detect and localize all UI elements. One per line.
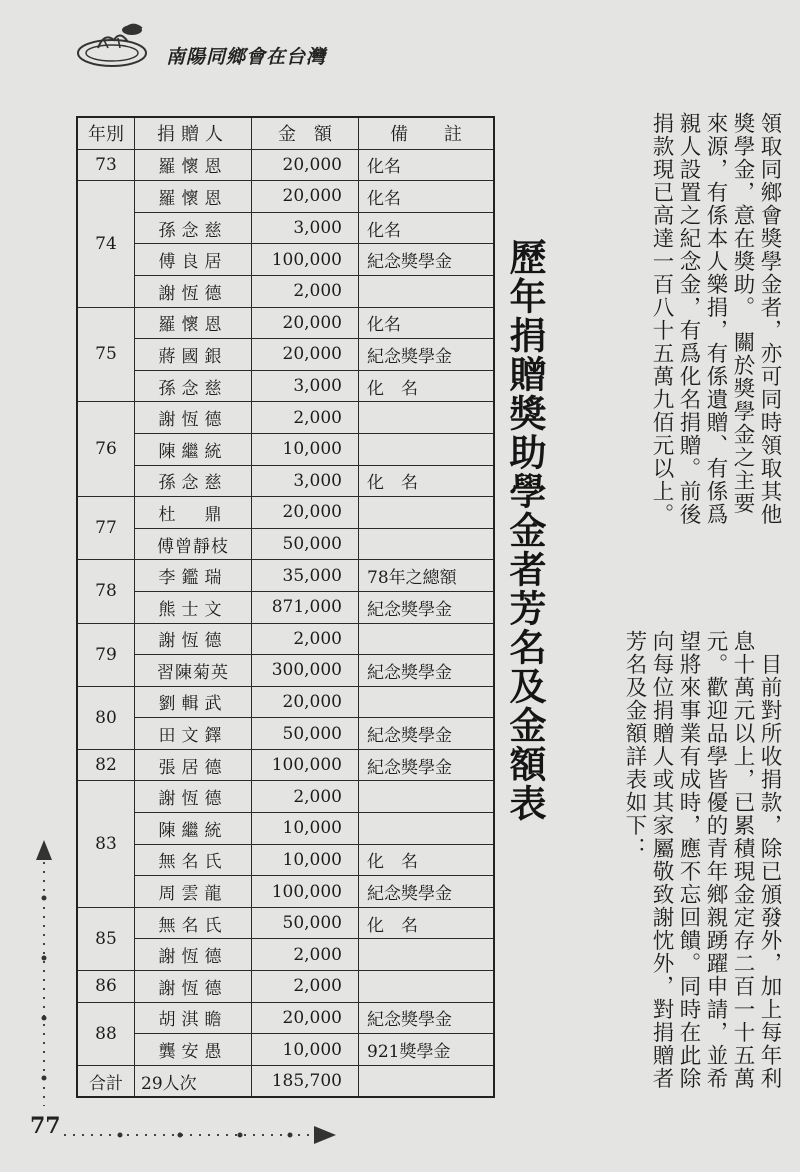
note-cell bbox=[359, 497, 495, 529]
note-cell: 化名 bbox=[359, 181, 495, 213]
amount-cell: 100,000 bbox=[252, 244, 359, 276]
amount-cell: 300,000 bbox=[252, 655, 359, 687]
donor-cell: 陳繼統 bbox=[135, 813, 252, 845]
donor-cell: 周雲龍 bbox=[135, 876, 252, 908]
amount-cell: 10,000 bbox=[252, 844, 359, 876]
amount-cell: 2,000 bbox=[252, 939, 359, 971]
table-row bbox=[77, 275, 494, 307]
donor-cell: 羅懷恩 bbox=[135, 149, 252, 181]
table-row bbox=[77, 623, 494, 655]
donor-cell: 熊士文 bbox=[135, 591, 252, 623]
amount-cell: 10,000 bbox=[252, 813, 359, 845]
donor-cell: 田文鐸 bbox=[135, 718, 252, 750]
year-cell: 77 bbox=[77, 497, 135, 560]
table-row bbox=[77, 212, 494, 244]
amount-cell: 35,000 bbox=[252, 560, 359, 592]
table-row bbox=[77, 528, 494, 560]
table-row bbox=[77, 718, 494, 750]
table-row bbox=[77, 939, 494, 971]
year-cell: 78 bbox=[77, 560, 135, 623]
table-row bbox=[77, 560, 494, 592]
year-cell: 79 bbox=[77, 623, 135, 686]
year-cell: 88 bbox=[77, 1002, 135, 1065]
note-cell: 化 名 bbox=[359, 844, 495, 876]
donor-cell: 孫念慈 bbox=[135, 212, 252, 244]
donor-cell: 無名氏 bbox=[135, 844, 252, 876]
total-count: 29人次 bbox=[135, 1065, 252, 1097]
note-cell: 紀念獎學金 bbox=[359, 591, 495, 623]
note-cell bbox=[359, 275, 495, 307]
emblem-icon bbox=[74, 18, 166, 72]
amount-cell: 10,000 bbox=[252, 1034, 359, 1066]
donor-cell: 傅良居 bbox=[135, 244, 252, 276]
donor-cell: 無名氏 bbox=[135, 907, 252, 939]
amount-cell: 10,000 bbox=[252, 433, 359, 465]
header-amount: 金 額 bbox=[252, 117, 359, 149]
table-row bbox=[77, 181, 494, 213]
amount-cell: 2,000 bbox=[252, 623, 359, 655]
table-row bbox=[77, 844, 494, 876]
amount-cell: 2,000 bbox=[252, 402, 359, 434]
note-cell: 紀念獎學金 bbox=[359, 244, 495, 276]
table-row bbox=[77, 244, 494, 276]
year-cell: 82 bbox=[77, 749, 135, 781]
amount-cell: 20,000 bbox=[252, 307, 359, 339]
note-cell: 紀念獎學金 bbox=[359, 1002, 495, 1034]
year-cell: 75 bbox=[77, 307, 135, 402]
amount-cell: 100,000 bbox=[252, 749, 359, 781]
donor-cell: 羅懷恩 bbox=[135, 181, 252, 213]
amount-cell: 50,000 bbox=[252, 528, 359, 560]
note-cell: 化名 bbox=[359, 212, 495, 244]
donations-table bbox=[76, 116, 495, 1098]
table-row bbox=[77, 433, 494, 465]
table-title: 歷年捐贈獎助學金者芳名及金額表 bbox=[503, 238, 546, 823]
table-row bbox=[77, 149, 494, 181]
note-cell bbox=[359, 781, 495, 813]
note-cell bbox=[359, 623, 495, 655]
table-row bbox=[77, 907, 494, 939]
year-cell: 73 bbox=[77, 149, 135, 181]
table-row bbox=[77, 749, 494, 781]
note-cell bbox=[359, 528, 495, 560]
dotted-arrow-up-icon bbox=[32, 838, 56, 1108]
table-row bbox=[77, 591, 494, 623]
note-cell bbox=[359, 433, 495, 465]
header-year: 年別 bbox=[77, 117, 135, 149]
year-cell: 83 bbox=[77, 781, 135, 907]
total-row bbox=[77, 1065, 494, 1097]
table-row bbox=[77, 339, 494, 371]
donor-cell: 龔安愚 bbox=[135, 1034, 252, 1066]
dotted-arrow-right-icon bbox=[60, 1122, 340, 1148]
table-row bbox=[77, 1002, 494, 1034]
total-amount: 185,700 bbox=[252, 1065, 359, 1097]
table-row bbox=[77, 497, 494, 529]
donor-cell: 李鑑瑞 bbox=[135, 560, 252, 592]
donor-cell: 蔣國銀 bbox=[135, 339, 252, 371]
donor-cell: 張居德 bbox=[135, 749, 252, 781]
page-header bbox=[74, 18, 394, 74]
header-note: 備 註 bbox=[359, 117, 495, 149]
donor-cell: 謝恆德 bbox=[135, 623, 252, 655]
donor-cell: 謝恆德 bbox=[135, 275, 252, 307]
note-cell: 紀念獎學金 bbox=[359, 876, 495, 908]
donor-cell: 杜 鼎 bbox=[135, 497, 252, 529]
amount-cell: 20,000 bbox=[252, 686, 359, 718]
amount-cell: 20,000 bbox=[252, 339, 359, 371]
donor-cell: 胡淇瞻 bbox=[135, 1002, 252, 1034]
donor-cell: 謝恆德 bbox=[135, 939, 252, 971]
page-number: 77 bbox=[30, 1113, 61, 1139]
amount-cell: 3,000 bbox=[252, 212, 359, 244]
year-cell: 80 bbox=[77, 686, 135, 749]
amount-cell: 2,000 bbox=[252, 971, 359, 1003]
note-cell: 921獎學金 bbox=[359, 1034, 495, 1066]
donor-cell: 習陳菊英 bbox=[135, 655, 252, 687]
amount-cell: 20,000 bbox=[252, 497, 359, 529]
year-cell: 86 bbox=[77, 971, 135, 1003]
total-note bbox=[359, 1065, 495, 1097]
total-label: 合計 bbox=[77, 1065, 135, 1097]
header-title: 南陽同鄉會在台灣 bbox=[166, 46, 327, 68]
table-row bbox=[77, 686, 494, 718]
table-row bbox=[77, 813, 494, 845]
note-cell bbox=[359, 686, 495, 718]
table-row bbox=[77, 307, 494, 339]
note-cell: 紀念獎學金 bbox=[359, 749, 495, 781]
year-cell: 74 bbox=[77, 181, 135, 307]
table-row bbox=[77, 370, 494, 402]
note-cell bbox=[359, 971, 495, 1003]
amount-cell: 100,000 bbox=[252, 876, 359, 908]
table-row bbox=[77, 402, 494, 434]
amount-cell: 871,000 bbox=[252, 591, 359, 623]
note-cell: 紀念獎學金 bbox=[359, 718, 495, 750]
note-cell bbox=[359, 813, 495, 845]
note-cell: 紀念獎學金 bbox=[359, 339, 495, 371]
paragraph-donation-summary: 目前對所收捐款，除已頒發外，加上每年利息十萬元以上，已累積現金定存二百一十五萬元。歡迎品學皆優的青年鄉親踴躍申請，並希望將來事業有成時，應不忘回饋。同時在此除向每位捐贈人或其家屬敬致謝忱外，對捐贈者芳名及金額詳表如下： bbox=[622, 630, 782, 1090]
table-row bbox=[77, 781, 494, 813]
table-row bbox=[77, 1034, 494, 1066]
amount-cell: 20,000 bbox=[252, 149, 359, 181]
donor-cell: 孫念慈 bbox=[135, 370, 252, 402]
note-cell: 化名 bbox=[359, 307, 495, 339]
note-cell: 78年之總額 bbox=[359, 560, 495, 592]
amount-cell: 3,000 bbox=[252, 465, 359, 497]
amount-cell: 20,000 bbox=[252, 181, 359, 213]
note-cell: 化 名 bbox=[359, 465, 495, 497]
note-cell: 化名 bbox=[359, 149, 495, 181]
donor-cell: 謝恆德 bbox=[135, 971, 252, 1003]
note-cell: 紀念獎學金 bbox=[359, 655, 495, 687]
table-row bbox=[77, 655, 494, 687]
donor-cell: 陳繼統 bbox=[135, 433, 252, 465]
table-header-row bbox=[77, 117, 494, 149]
paragraph-scholarship-sources: 領取同鄉會獎學金者，亦可同時領取其他獎學金，意在獎助。 關於獎學金之主要來源，有係本人樂捐，有係遺贈、有係爲親人設置之紀念金，有爲化名捐贈。前後捐款現已高達一百八十五萬九佰元以上。 bbox=[649, 112, 782, 526]
amount-cell: 2,000 bbox=[252, 781, 359, 813]
amount-cell: 50,000 bbox=[252, 718, 359, 750]
donor-cell: 羅懷恩 bbox=[135, 307, 252, 339]
amount-cell: 3,000 bbox=[252, 370, 359, 402]
note-cell bbox=[359, 939, 495, 971]
year-cell: 76 bbox=[77, 402, 135, 497]
donor-cell: 劉輯武 bbox=[135, 686, 252, 718]
table-body bbox=[77, 149, 494, 1065]
amount-cell: 50,000 bbox=[252, 907, 359, 939]
amount-cell: 20,000 bbox=[252, 1002, 359, 1034]
table-row bbox=[77, 971, 494, 1003]
donor-cell: 謝恆德 bbox=[135, 781, 252, 813]
header-donor: 捐贈人 bbox=[135, 117, 252, 149]
donor-cell: 孫念慈 bbox=[135, 465, 252, 497]
note-cell: 化 名 bbox=[359, 370, 495, 402]
table-row bbox=[77, 465, 494, 497]
amount-cell: 2,000 bbox=[252, 275, 359, 307]
table-row bbox=[77, 876, 494, 908]
donor-cell: 謝恆德 bbox=[135, 402, 252, 434]
note-cell bbox=[359, 402, 495, 434]
year-cell: 85 bbox=[77, 907, 135, 970]
donor-cell: 傅曾靜枝 bbox=[135, 528, 252, 560]
note-cell: 化 名 bbox=[359, 907, 495, 939]
